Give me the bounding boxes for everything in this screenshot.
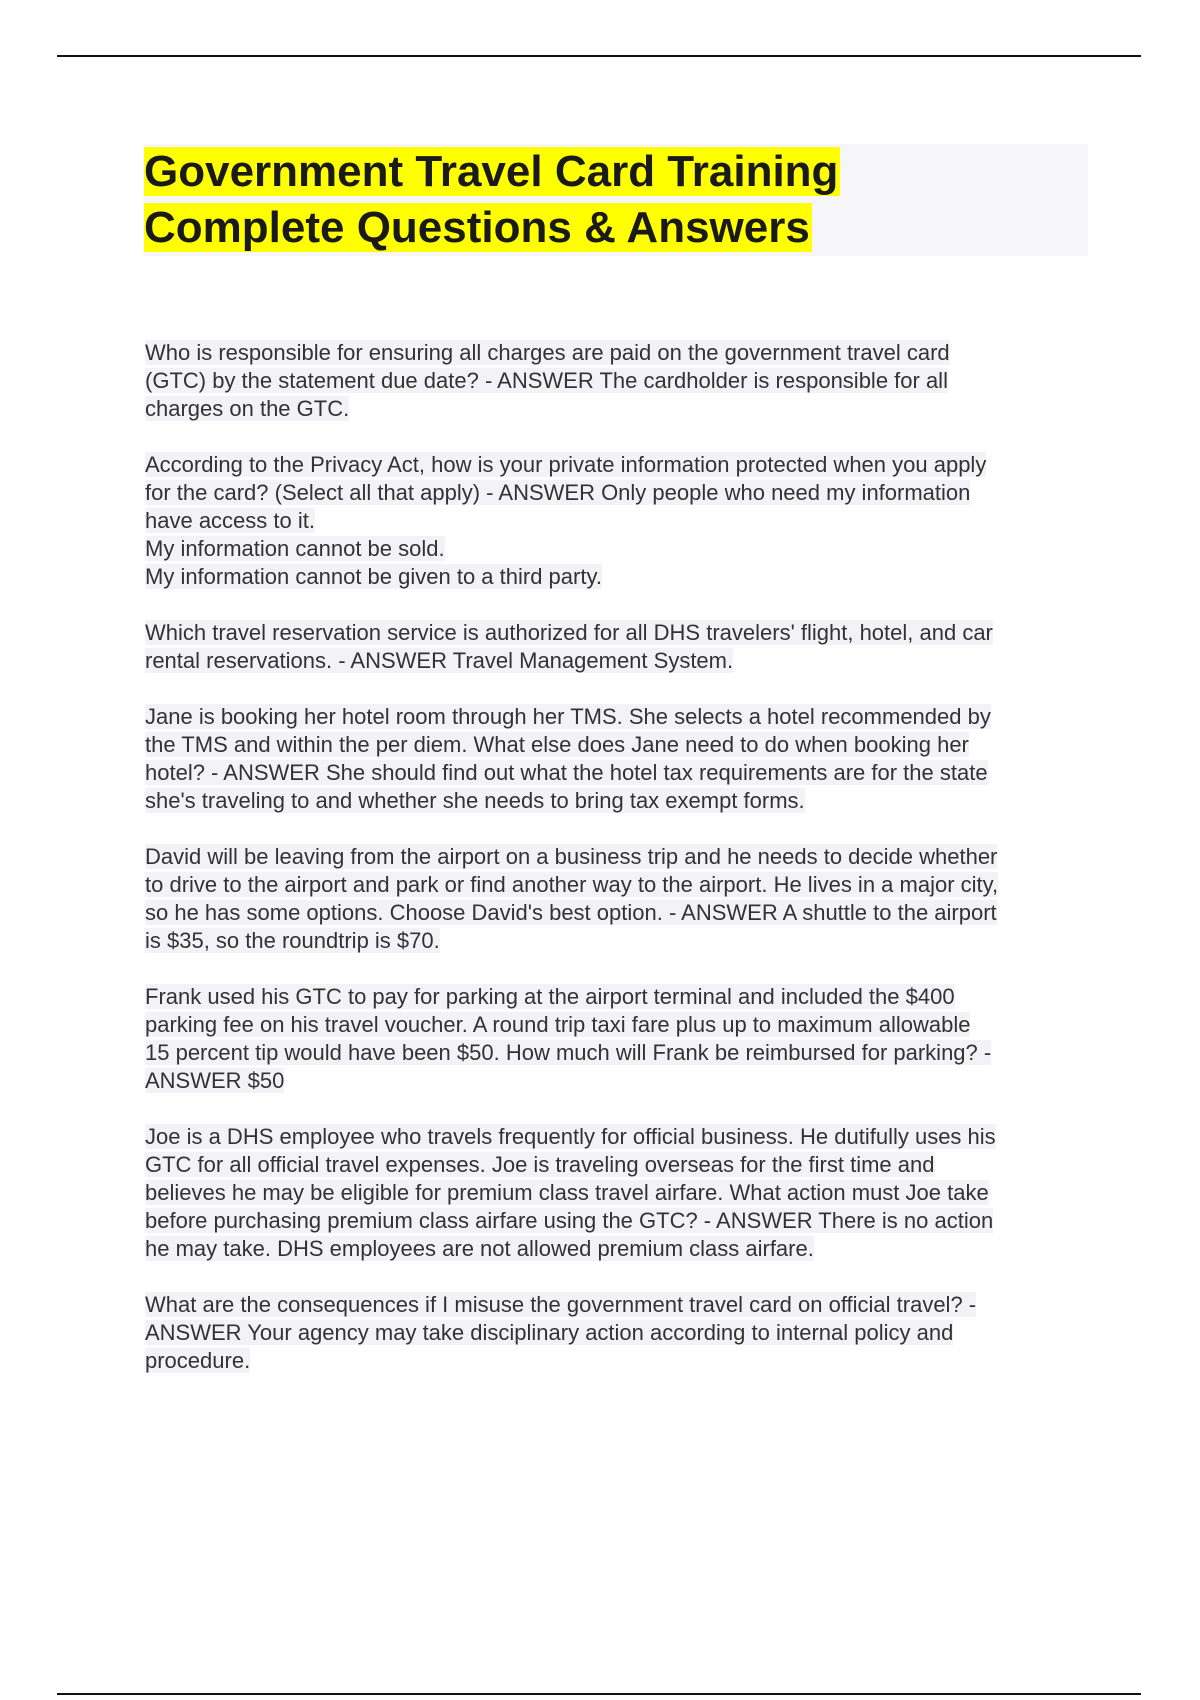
qa-line-text: Frank used his GTC to pay for parking at the airport terminal and included the $400 (145, 984, 955, 1009)
qa-line-text: ANSWER $50 (145, 1068, 285, 1093)
qa-line-text: for the card? (Select all that apply) - ANSWER Only people who need my information (145, 480, 971, 505)
qa-line (145, 731, 1090, 759)
qa-line (145, 563, 1090, 591)
qa-item (145, 843, 1090, 955)
qa-line-text: Who is responsible for ensuring all charges are paid on the government travel card (145, 340, 950, 365)
qa-line-text: charges on the GTC. (145, 396, 350, 421)
qa-line-text: GTC for all official travel expenses. Joe is traveling overseas for the first time and (145, 1152, 935, 1177)
qa-line (145, 1067, 1090, 1095)
qa-item (145, 451, 1090, 591)
qa-line-text: to drive to the airport and park or find another way to the airport. He lives in a major city, (145, 872, 999, 897)
qa-line-text: Which travel reservation service is authorized for all DHS travelers' flight, hotel, and car (145, 620, 993, 645)
bottom-rule (57, 1693, 1141, 1695)
qa-line-text: parking fee on his travel voucher. A round trip taxi fare plus up to maximum allowable (145, 1012, 971, 1037)
qa-line-text: Joe is a DHS employee who travels frequently for official business. He dutifully uses his (145, 1124, 996, 1149)
qa-line-text: 15 percent tip would have been $50. How much will Frank be reimbursed for parking? - (145, 1040, 992, 1065)
qa-line-text: he may take. DHS employees are not allowed premium class airfare. (145, 1236, 814, 1261)
qa-item (145, 703, 1090, 815)
qa-line (145, 787, 1090, 815)
qa-line-text: rental reservations. - ANSWER Travel Management System. (145, 648, 734, 673)
qa-line (145, 1123, 1090, 1151)
qa-line-text: My information cannot be sold. (145, 536, 445, 561)
document-title (144, 144, 1088, 256)
title-line: Complete Questions & Answers (144, 203, 810, 252)
qa-line-text: she's traveling to and whether she needs to bring tax exempt forms. (145, 788, 805, 813)
qa-line-text: Jane is booking her hotel room through her TMS. She selects a hotel recommended by (145, 704, 991, 729)
qa-item (145, 1123, 1090, 1263)
top-rule (57, 55, 1141, 57)
qa-item (145, 339, 1090, 423)
title-block (144, 144, 1088, 256)
qa-line (145, 927, 1090, 955)
qa-list (145, 339, 1090, 1403)
qa-line (145, 1235, 1090, 1263)
qa-line (145, 1039, 1090, 1067)
qa-line (145, 703, 1090, 731)
qa-line (145, 1207, 1090, 1235)
qa-line (145, 367, 1090, 395)
qa-line (145, 339, 1090, 367)
qa-line-text: before purchasing premium class airfare using the GTC? - ANSWER There is no action (145, 1208, 994, 1233)
qa-item (145, 1291, 1090, 1375)
qa-line-text: is $35, so the roundtrip is $70. (145, 928, 440, 953)
qa-line-text: According to the Privacy Act, how is your private information protected when you apply (145, 452, 987, 477)
qa-line (145, 983, 1090, 1011)
qa-line-text: What are the consequences if I misuse the government travel card on official travel? - (145, 1292, 977, 1317)
qa-line-text: David will be leaving from the airport on a business trip and he needs to decide whether (145, 844, 998, 869)
qa-line (145, 1291, 1090, 1319)
qa-item (145, 983, 1090, 1095)
qa-line (145, 507, 1090, 535)
qa-line-text: the TMS and within the per diem. What else does Jane need to do when booking her (145, 732, 969, 757)
qa-line (145, 759, 1090, 787)
qa-line-text: My information cannot be given to a third party. (145, 564, 602, 589)
qa-line (145, 871, 1090, 899)
qa-line (145, 843, 1090, 871)
qa-line (145, 899, 1090, 927)
qa-line-text: so he has some options. Choose David's best option. - ANSWER A shuttle to the airport (145, 900, 997, 925)
qa-line (145, 451, 1090, 479)
qa-item (145, 619, 1090, 675)
qa-line-text: have access to it. (145, 508, 315, 533)
qa-line (145, 535, 1090, 563)
qa-line-text: believes he may be eligible for premium class travel airfare. What action must Joe take (145, 1180, 989, 1205)
qa-line-text: hotel? - ANSWER She should find out what the hotel tax requirements are for the state (145, 760, 988, 785)
qa-line (145, 1179, 1090, 1207)
qa-line (145, 1319, 1090, 1347)
qa-line (145, 1151, 1090, 1179)
qa-line (145, 619, 1090, 647)
qa-line (145, 395, 1090, 423)
qa-line (145, 479, 1090, 507)
qa-line (145, 1347, 1090, 1375)
qa-line (145, 1011, 1090, 1039)
title-line: Government Travel Card Training (144, 147, 839, 196)
qa-line-text: ANSWER Your agency may take disciplinary action according to internal policy and (145, 1320, 954, 1345)
qa-line (145, 647, 1090, 675)
qa-line-text: procedure. (145, 1348, 251, 1373)
qa-line-text: (GTC) by the statement due date? - ANSWER The cardholder is responsible for all (145, 368, 948, 393)
